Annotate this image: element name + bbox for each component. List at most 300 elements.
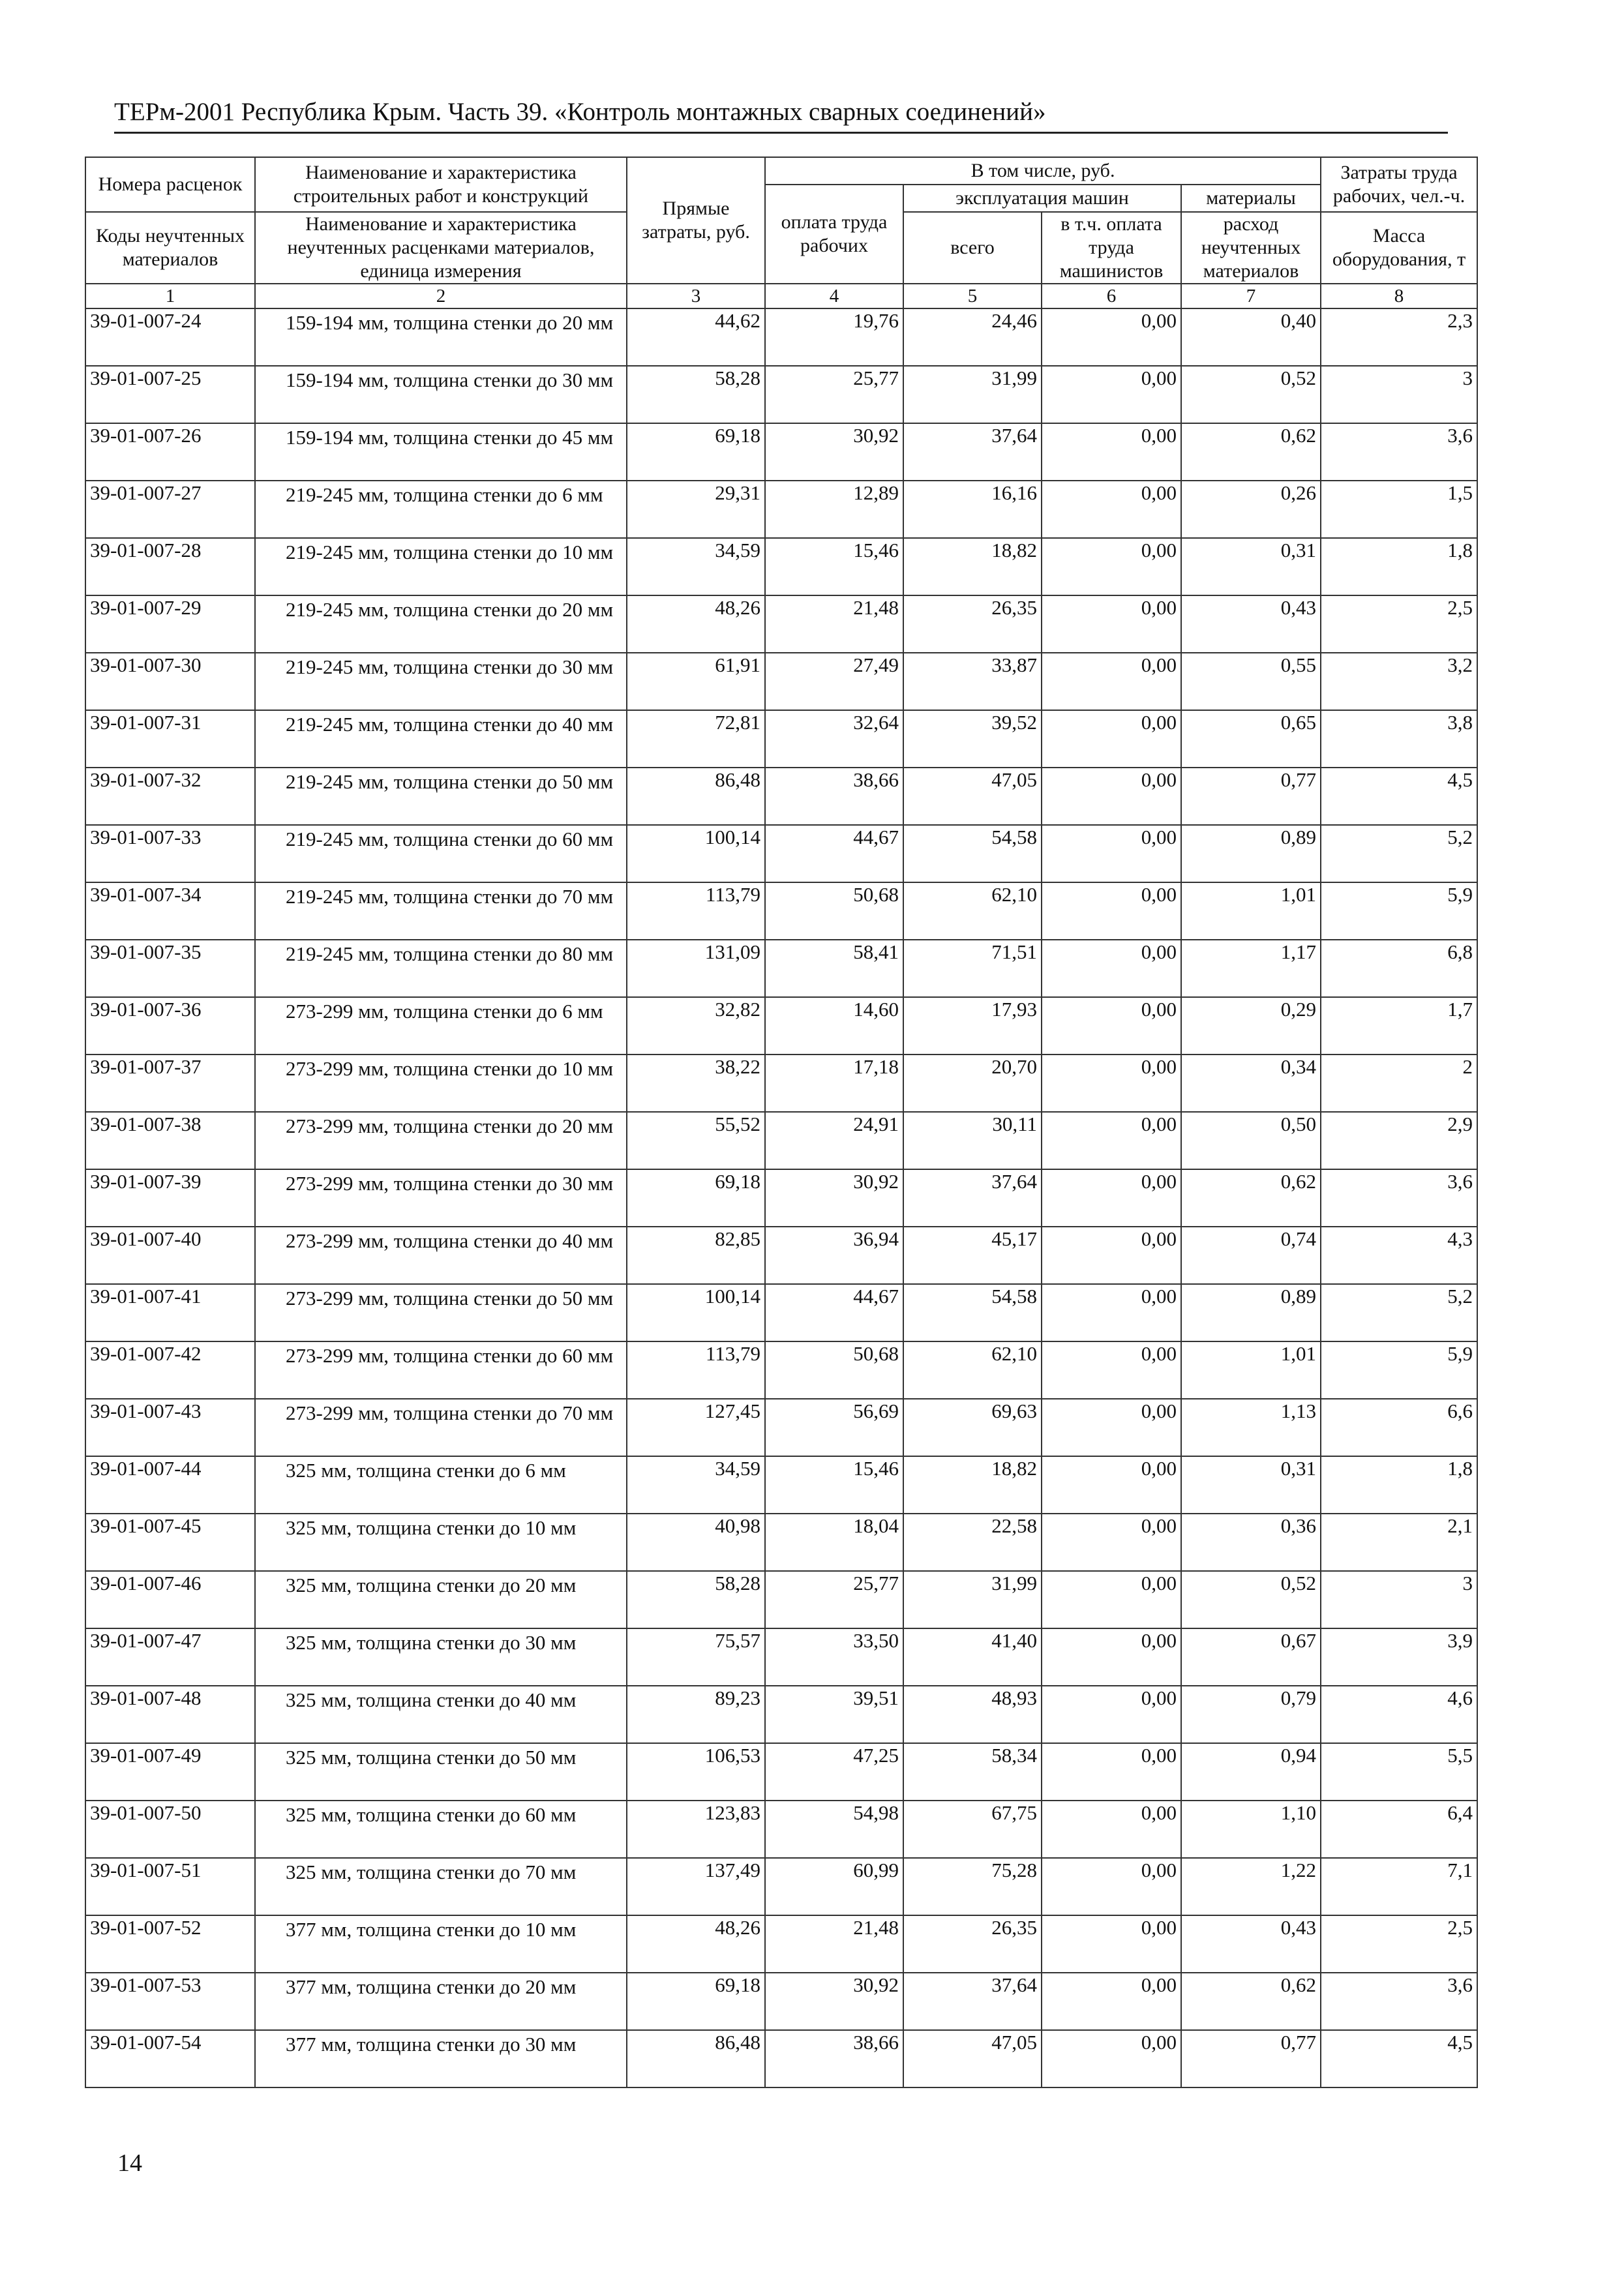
labor-cell: 1,5 [1321,481,1477,538]
direct-costs-cell: 48,26 [627,595,765,653]
table-row [85,366,1477,423]
direct-costs-cell: 75,57 [627,1628,765,1686]
table-row [85,882,1477,940]
wages-cell: 12,89 [765,481,903,538]
direct-costs-cell: 131,09 [627,940,765,997]
table-row [85,940,1477,997]
labor-cell: 3,6 [1321,1169,1477,1227]
rate-code: 39-01-007-24 [85,308,255,366]
rate-code: 39-01-007-46 [85,1571,255,1628]
rate-code: 39-01-007-33 [85,825,255,882]
rate-code: 39-01-007-28 [85,538,255,595]
table-row [85,1456,1477,1514]
direct-costs-cell: 38,22 [627,1055,765,1112]
labor-cell: 2 [1321,1055,1477,1112]
machines-cell: 33,87 [903,653,1042,710]
machinists-cell: 0,00 [1042,1112,1181,1169]
machines-cell: 47,05 [903,2030,1042,2087]
wages-cell: 39,51 [765,1686,903,1743]
work-description-text: 273-299 мм, толщина стенки до 20 мм [286,1115,614,1137]
materials-cell: 0,31 [1181,1456,1321,1514]
header-rate-numbers: Номера расценок [85,157,255,212]
work-description-text: 219-245 мм, толщина стенки до 10 мм [286,541,614,563]
rate-code: 39-01-007-52 [85,1915,255,1973]
materials-cell: 0,74 [1181,1227,1321,1284]
work-description [255,2030,627,2087]
labor-cell: 5,2 [1321,1284,1477,1341]
table-row [85,1858,1477,1915]
work-description-text: 325 мм, толщина стенки до 50 мм [286,1746,577,1769]
header-machines: эксплуатация машин [903,185,1181,212]
direct-costs-cell: 86,48 [627,2030,765,2087]
labor-cell: 2,5 [1321,595,1477,653]
work-description-text: 273-299 мм, толщина стенки до 50 мм [286,1287,614,1309]
machines-cell: 37,64 [903,423,1042,481]
materials-cell: 1,01 [1181,882,1321,940]
materials-cell: 0,62 [1181,1973,1321,2030]
work-description [255,1858,627,1915]
machinists-cell: 0,00 [1042,1686,1181,1743]
work-description [255,1743,627,1801]
direct-costs-cell: 100,14 [627,825,765,882]
work-description-text: 325 мм, толщина стенки до 6 мм [286,1459,566,1482]
work-description-text: 325 мм, толщина стенки до 30 мм [286,1631,577,1654]
machines-cell: 54,58 [903,1284,1042,1341]
labor-cell: 4,5 [1321,2030,1477,2087]
header-in-total: В том числе, руб. [765,157,1321,185]
rate-code: 39-01-007-41 [85,1284,255,1341]
machinists-cell: 0,00 [1042,1341,1181,1399]
work-description-text: 273-299 мм, толщина стенки до 40 мм [286,1229,614,1252]
wages-cell: 18,04 [765,1514,903,1571]
machinists-cell: 0,00 [1042,1915,1181,1973]
machinists-cell: 0,00 [1042,653,1181,710]
table-row [85,1169,1477,1227]
wages-cell: 30,92 [765,1973,903,2030]
table-row [85,1341,1477,1399]
machines-cell: 26,35 [903,1915,1042,1973]
direct-costs-cell: 127,45 [627,1399,765,1456]
machinists-cell: 0,00 [1042,2030,1181,2087]
work-description [255,308,627,366]
direct-costs-cell: 137,49 [627,1858,765,1915]
machines-cell: 30,11 [903,1112,1042,1169]
work-description [255,366,627,423]
rate-code: 39-01-007-49 [85,1743,255,1801]
labor-cell: 3,8 [1321,710,1477,768]
rate-code: 39-01-007-53 [85,1973,255,2030]
work-description-text: 219-245 мм, толщина стенки до 60 мм [286,828,614,850]
wages-cell: 25,77 [765,366,903,423]
machinists-cell: 0,00 [1042,538,1181,595]
wages-cell: 38,66 [765,2030,903,2087]
direct-costs-cell: 100,14 [627,1284,765,1341]
page-number: 14 [117,2149,142,2177]
table-row [85,1399,1477,1456]
machines-cell: 62,10 [903,1341,1042,1399]
wages-cell: 50,68 [765,882,903,940]
work-description [255,997,627,1055]
page-title: ТЕРм-2001 Республика Крым. Часть 39. «Контроль монтажных сварных соединений» [114,97,1448,134]
machines-cell: 37,64 [903,1169,1042,1227]
table-row [85,595,1477,653]
work-description-text: 325 мм, толщина стенки до 70 мм [286,1861,577,1883]
machines-cell: 39,52 [903,710,1042,768]
rate-code: 39-01-007-42 [85,1341,255,1399]
direct-costs-cell: 61,91 [627,653,765,710]
machinists-cell: 0,00 [1042,882,1181,940]
wages-cell: 14,60 [765,997,903,1055]
rate-code: 39-01-007-39 [85,1169,255,1227]
table-row [85,1055,1477,1112]
materials-cell: 0,55 [1181,653,1321,710]
machines-cell: 45,17 [903,1227,1042,1284]
materials-cell: 0,50 [1181,1112,1321,1169]
direct-costs-cell: 34,59 [627,538,765,595]
work-description-text: 325 мм, толщина стенки до 40 мм [286,1688,577,1711]
labor-cell: 6,6 [1321,1399,1477,1456]
work-description [255,1399,627,1456]
header-wages: оплата труда рабочих [765,185,903,284]
materials-cell: 0,40 [1181,308,1321,366]
header-equipment-mass: Масса оборудования, т [1321,212,1477,284]
work-description-text: 273-299 мм, толщина стенки до 60 мм [286,1344,614,1367]
labor-cell: 5,9 [1321,1341,1477,1399]
wages-cell: 19,76 [765,308,903,366]
rate-code: 39-01-007-51 [85,1858,255,1915]
materials-cell: 0,52 [1181,366,1321,423]
work-description [255,940,627,997]
work-description [255,423,627,481]
wages-cell: 17,18 [765,1055,903,1112]
wages-cell: 44,67 [765,825,903,882]
work-description [255,595,627,653]
column-number: 8 [1321,284,1477,308]
header-materials-consumption: расход неучтенных материалов [1181,212,1321,284]
wages-cell: 50,68 [765,1341,903,1399]
table-row [85,1743,1477,1801]
table-row [85,308,1477,366]
wages-cell: 54,98 [765,1801,903,1858]
machinists-cell: 0,00 [1042,366,1181,423]
machinists-cell: 0,00 [1042,825,1181,882]
machinists-cell: 0,00 [1042,940,1181,997]
work-description [255,1169,627,1227]
direct-costs-cell: 69,18 [627,423,765,481]
work-description [255,1341,627,1399]
table-row [85,1284,1477,1341]
work-description-text: 273-299 мм, толщина стенки до 10 мм [286,1057,614,1080]
table-row [85,2030,1477,2087]
work-description [255,1284,627,1341]
work-description [255,710,627,768]
direct-costs-cell: 29,31 [627,481,765,538]
work-description [255,1628,627,1686]
table-row [85,423,1477,481]
rate-code: 39-01-007-43 [85,1399,255,1456]
machinists-cell: 0,00 [1042,1055,1181,1112]
wages-cell: 21,48 [765,595,903,653]
rate-code: 39-01-007-35 [85,940,255,997]
table-row [85,825,1477,882]
work-description-text: 273-299 мм, толщина стенки до 30 мм [286,1172,614,1195]
table-header [85,157,1477,308]
rate-code: 39-01-007-54 [85,2030,255,2087]
labor-cell: 5,5 [1321,1743,1477,1801]
labor-cell: 4,3 [1321,1227,1477,1284]
machines-cell: 37,64 [903,1973,1042,2030]
work-description [255,1456,627,1514]
direct-costs-cell: 58,28 [627,366,765,423]
machinists-cell: 0,00 [1042,1858,1181,1915]
labor-cell: 6,4 [1321,1801,1477,1858]
work-description-text: 219-245 мм, толщина стенки до 70 мм [286,885,614,908]
table-row [85,1227,1477,1284]
direct-costs-cell: 82,85 [627,1227,765,1284]
materials-cell: 0,62 [1181,423,1321,481]
machinists-cell: 0,00 [1042,1227,1181,1284]
machinists-cell: 0,00 [1042,308,1181,366]
work-description [255,1514,627,1571]
materials-cell: 0,89 [1181,1284,1321,1341]
direct-costs-cell: 86,48 [627,768,765,825]
work-description-text: 219-245 мм, толщина стенки до 6 мм [286,483,603,506]
rate-code: 39-01-007-32 [85,768,255,825]
work-description-text: 273-299 мм, толщина стенки до 6 мм [286,1000,603,1023]
materials-cell: 0,52 [1181,1571,1321,1628]
wages-cell: 44,67 [765,1284,903,1341]
work-description-text: 377 мм, толщина стенки до 10 мм [286,1918,577,1941]
rate-code: 39-01-007-40 [85,1227,255,1284]
machines-cell: 20,70 [903,1055,1042,1112]
wages-cell: 27,49 [765,653,903,710]
wages-cell: 33,50 [765,1628,903,1686]
machinists-cell: 0,00 [1042,997,1181,1055]
machines-cell: 69,63 [903,1399,1042,1456]
materials-cell: 0,89 [1181,825,1321,882]
labor-cell: 7,1 [1321,1858,1477,1915]
rate-code: 39-01-007-30 [85,653,255,710]
machines-cell: 16,16 [903,481,1042,538]
materials-cell: 0,34 [1181,1055,1321,1112]
column-number: 1 [85,284,255,308]
rate-code: 39-01-007-29 [85,595,255,653]
materials-cell: 0,36 [1181,1514,1321,1571]
wages-cell: 36,94 [765,1227,903,1284]
labor-cell: 6,8 [1321,940,1477,997]
direct-costs-cell: 113,79 [627,1341,765,1399]
wages-cell: 21,48 [765,1915,903,1973]
table-row [85,710,1477,768]
table-row [85,1628,1477,1686]
wages-cell: 15,46 [765,538,903,595]
materials-cell: 0,26 [1181,481,1321,538]
machines-cell: 47,05 [903,768,1042,825]
column-number: 6 [1042,284,1181,308]
header-work-name: Наименование и характеристика строительных работ и конструкций [255,157,627,212]
machinists-cell: 0,00 [1042,1628,1181,1686]
materials-cell: 0,77 [1181,2030,1321,2087]
machines-cell: 18,82 [903,538,1042,595]
machinists-cell: 0,00 [1042,595,1181,653]
wages-cell: 30,92 [765,1169,903,1227]
machines-cell: 71,51 [903,940,1042,997]
machines-cell: 31,99 [903,1571,1042,1628]
materials-cell: 0,65 [1181,710,1321,768]
materials-cell: 0,94 [1181,1743,1321,1801]
direct-costs-cell: 69,18 [627,1169,765,1227]
work-description-text: 377 мм, толщина стенки до 20 мм [286,1975,577,1998]
table-row [85,1571,1477,1628]
wages-cell: 58,41 [765,940,903,997]
machinists-cell: 0,00 [1042,1514,1181,1571]
machines-cell: 48,93 [903,1686,1042,1743]
labor-cell: 3,2 [1321,653,1477,710]
materials-cell: 0,62 [1181,1169,1321,1227]
work-description [255,538,627,595]
wages-cell: 32,64 [765,710,903,768]
header-machines-total: всего [903,212,1042,284]
direct-costs-cell: 34,59 [627,1456,765,1514]
wages-cell: 60,99 [765,1858,903,1915]
work-description [255,653,627,710]
direct-costs-cell: 69,18 [627,1973,765,2030]
column-number: 4 [765,284,903,308]
direct-costs-cell: 58,28 [627,1571,765,1628]
work-description [255,1686,627,1743]
work-description-text: 159-194 мм, толщина стенки до 30 мм [286,368,614,391]
machinists-cell: 0,00 [1042,1456,1181,1514]
header-materials: материалы [1181,185,1321,212]
machines-cell: 54,58 [903,825,1042,882]
wages-cell: 47,25 [765,1743,903,1801]
table-row [85,653,1477,710]
table-row [85,1973,1477,2030]
materials-cell: 1,10 [1181,1801,1321,1858]
machines-cell: 31,99 [903,366,1042,423]
rate-code: 39-01-007-44 [85,1456,255,1514]
rate-code: 39-01-007-50 [85,1801,255,1858]
rate-code: 39-01-007-26 [85,423,255,481]
labor-cell: 3,6 [1321,1973,1477,2030]
rate-code: 39-01-007-27 [85,481,255,538]
direct-costs-cell: 123,83 [627,1801,765,1858]
machinists-cell: 0,00 [1042,423,1181,481]
machinists-cell: 0,00 [1042,1399,1181,1456]
wages-cell: 15,46 [765,1456,903,1514]
table-row [85,481,1477,538]
machinists-cell: 0,00 [1042,481,1181,538]
materials-cell: 1,22 [1181,1858,1321,1915]
table-row [85,1514,1477,1571]
labor-cell: 2,3 [1321,308,1477,366]
column-number: 7 [1181,284,1321,308]
header-direct-costs: Прямые затраты, руб. [627,157,765,284]
work-description-text: 219-245 мм, толщина стенки до 30 мм [286,655,614,678]
machines-cell: 18,82 [903,1456,1042,1514]
materials-cell: 0,43 [1181,595,1321,653]
table-row [85,538,1477,595]
work-description [255,768,627,825]
machines-cell: 41,40 [903,1628,1042,1686]
labor-cell: 4,5 [1321,768,1477,825]
work-description [255,1915,627,1973]
labor-cell: 5,9 [1321,882,1477,940]
work-description-text: 325 мм, толщина стенки до 10 мм [286,1516,577,1539]
rate-code: 39-01-007-31 [85,710,255,768]
direct-costs-cell: 113,79 [627,882,765,940]
wages-cell: 30,92 [765,423,903,481]
machines-cell: 24,46 [903,308,1042,366]
labor-cell: 2,1 [1321,1514,1477,1571]
header-labor-costs: Затраты труда рабочих, чел.-ч. [1321,157,1477,212]
work-description-text: 325 мм, толщина стенки до 20 мм [286,1574,577,1596]
rate-code: 39-01-007-25 [85,366,255,423]
wages-cell: 24,91 [765,1112,903,1169]
rate-code: 39-01-007-47 [85,1628,255,1686]
labor-cell: 2,5 [1321,1915,1477,1973]
header-machinists: в т.ч. оплата труда машинистов [1042,212,1181,284]
machines-cell: 17,93 [903,997,1042,1055]
header-material-name: Наименование и характеристика неучтенных расценками материалов, единица измерения [255,212,627,284]
labor-cell: 1,7 [1321,997,1477,1055]
direct-costs-cell: 106,53 [627,1743,765,1801]
work-description-text: 159-194 мм, толщина стенки до 20 мм [286,311,614,334]
materials-cell: 0,43 [1181,1915,1321,1973]
table-row [85,1686,1477,1743]
machines-cell: 58,34 [903,1743,1042,1801]
work-description [255,882,627,940]
labor-cell: 2,9 [1321,1112,1477,1169]
materials-cell: 0,77 [1181,768,1321,825]
direct-costs-cell: 48,26 [627,1915,765,1973]
work-description [255,1227,627,1284]
machines-cell: 75,28 [903,1858,1042,1915]
machines-cell: 62,10 [903,882,1042,940]
work-description-text: 377 мм, толщина стенки до 30 мм [286,2033,577,2056]
materials-cell: 1,17 [1181,940,1321,997]
wages-cell: 56,69 [765,1399,903,1456]
materials-cell: 0,79 [1181,1686,1321,1743]
rate-code: 39-01-007-48 [85,1686,255,1743]
column-number: 3 [627,284,765,308]
rate-code: 39-01-007-36 [85,997,255,1055]
machines-cell: 26,35 [903,595,1042,653]
machinists-cell: 0,00 [1042,710,1181,768]
work-description [255,1801,627,1858]
work-description-text: 273-299 мм, толщина стенки до 70 мм [286,1401,614,1424]
work-description [255,1055,627,1112]
work-description-text: 325 мм, толщина стенки до 60 мм [286,1803,577,1826]
machinists-cell: 0,00 [1042,1801,1181,1858]
work-description [255,481,627,538]
rate-code: 39-01-007-45 [85,1514,255,1571]
work-description-text: 219-245 мм, толщина стенки до 80 мм [286,942,614,965]
labor-cell: 3 [1321,1571,1477,1628]
machinists-cell: 0,00 [1042,1284,1181,1341]
work-description-text: 219-245 мм, толщина стенки до 50 мм [286,770,614,793]
direct-costs-cell: 55,52 [627,1112,765,1169]
direct-costs-cell: 44,62 [627,308,765,366]
rate-code: 39-01-007-38 [85,1112,255,1169]
materials-cell: 0,29 [1181,997,1321,1055]
machinists-cell: 0,00 [1042,1973,1181,2030]
work-description [255,1571,627,1628]
materials-cell: 1,13 [1181,1399,1321,1456]
table-row [85,1801,1477,1858]
table-row [85,1915,1477,1973]
work-description-text: 219-245 мм, толщина стенки до 40 мм [286,713,614,736]
